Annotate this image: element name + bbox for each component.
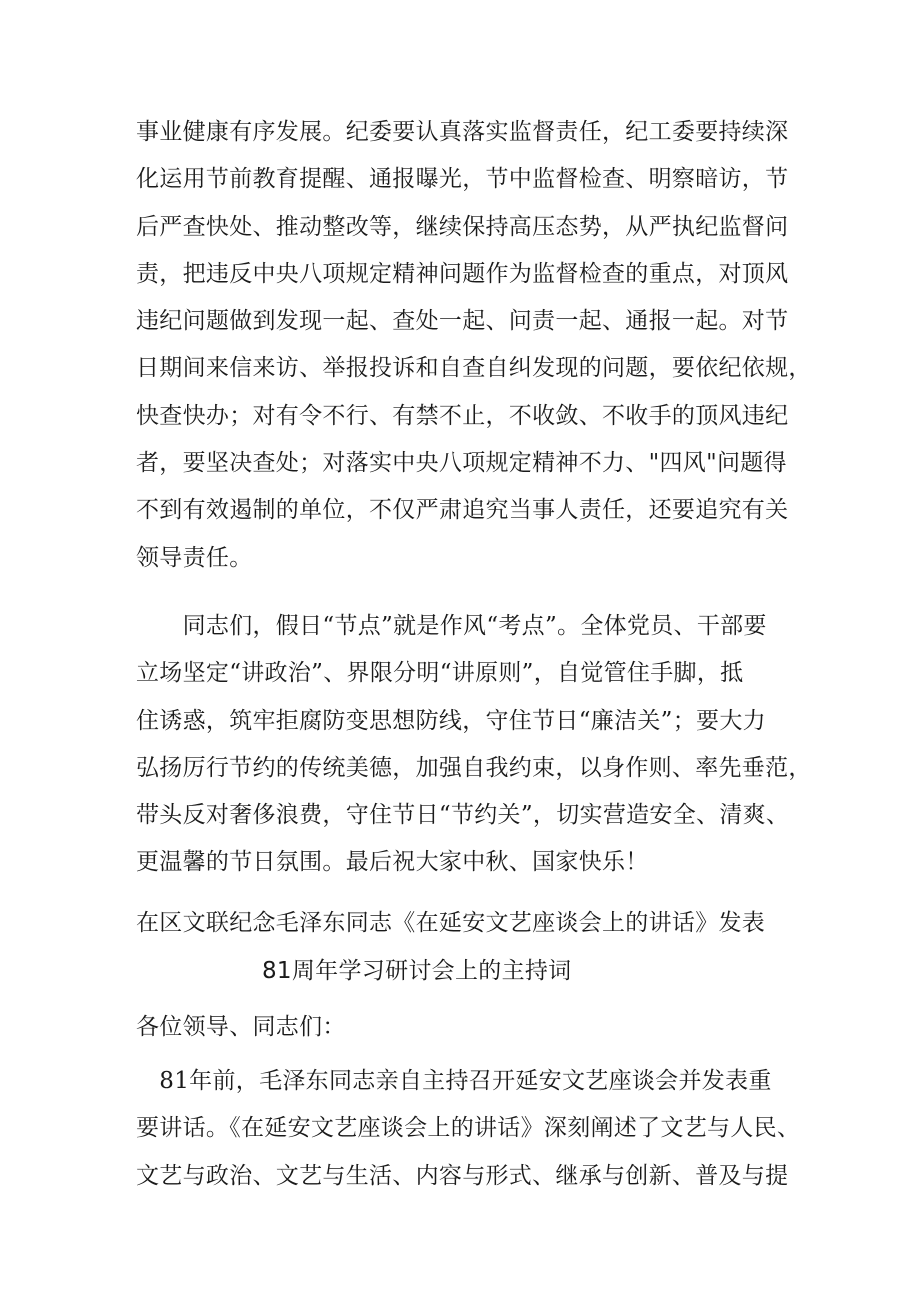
paragraph-line: 要讲话。《在延安文艺座谈会上的讲话》深刻阐述了文艺与人民、 [136, 1115, 801, 1142]
section-title-line-1: 在区文联纪念毛泽东同志《在延安文艺座谈会上的讲话》发表 [136, 910, 766, 936]
paragraph-line: 日期间来信来访、举报投诉和自查自纠发现的问题，要依纪依规， [136, 355, 812, 382]
paragraph-line: 立场坚定“讲政治”、界限分明“讲原则”，自觉管住手脚，抵 [136, 660, 744, 687]
paragraph-line: 责，把违反中央八项规定精神问题作为监督检查的重点，对顶风 [136, 260, 789, 287]
paragraph-line: 不到有效遏制的单位，不仅严肃追究当事人责任，还要追究有关 [136, 497, 789, 524]
paragraph-line: 事业健康有序发展。纪委要认真落实监督责任，纪工委要持续深 [136, 119, 789, 145]
paragraph-line: 领导责任。 [136, 544, 253, 571]
paragraph-closing [136, 603, 816, 887]
paragraph-line: 同志们，假日“节点”就是作风“考点”。全体党员、干部要 [136, 613, 767, 639]
paragraph-line: 文艺与政治、文艺与生活、内容与形式、继承与创新、普及与提 [136, 1162, 789, 1189]
section-title-line-2: 81周年学习研讨会上的主持词 [262, 958, 572, 984]
paragraph-intro [136, 1058, 816, 1200]
paragraph-line: 81年前，毛泽东同志亲自主持召开延安文艺座谈会并发表重 [136, 1068, 772, 1094]
paragraph-line: 后严查快处、推动整改等，继续保持高压态势，从严执纪监督问 [136, 213, 789, 240]
paragraph-line: 化运用节前教育提醒、通报曝光，节中监督检查、明察暗访，节 [136, 166, 789, 193]
paragraph-line: 者，要坚决查处；对落实中央八项规定精神不力、"四风"问题得 [136, 450, 787, 477]
paragraph-supervision [136, 109, 816, 582]
paragraph-line: 更温馨的节日氛围。最后祝大家中秋、国家快乐！ [136, 849, 649, 876]
paragraph-line: 住诱惑，筑牢拒腐防变思想防线，守住节日“廉洁关”；要大力 [136, 707, 766, 734]
paragraph-line: 带头反对奢侈浪费，守住节日“节约关”，切实营造安全、清爽、 [136, 802, 790, 829]
paragraph-line: 弘扬厉行节约的传统美德，加强自我约束，以身作则、率先垂范， [136, 754, 812, 781]
paragraph-line: 违纪问题做到发现一起、查处一起、问责一起、通报一起。对节 [136, 308, 789, 335]
salutation: 各位领导、同志们： [136, 1014, 346, 1040]
paragraph-line: 快查快办；对有令不行、有禁不止，不收敛、不收手的顶风违纪 [136, 402, 789, 429]
